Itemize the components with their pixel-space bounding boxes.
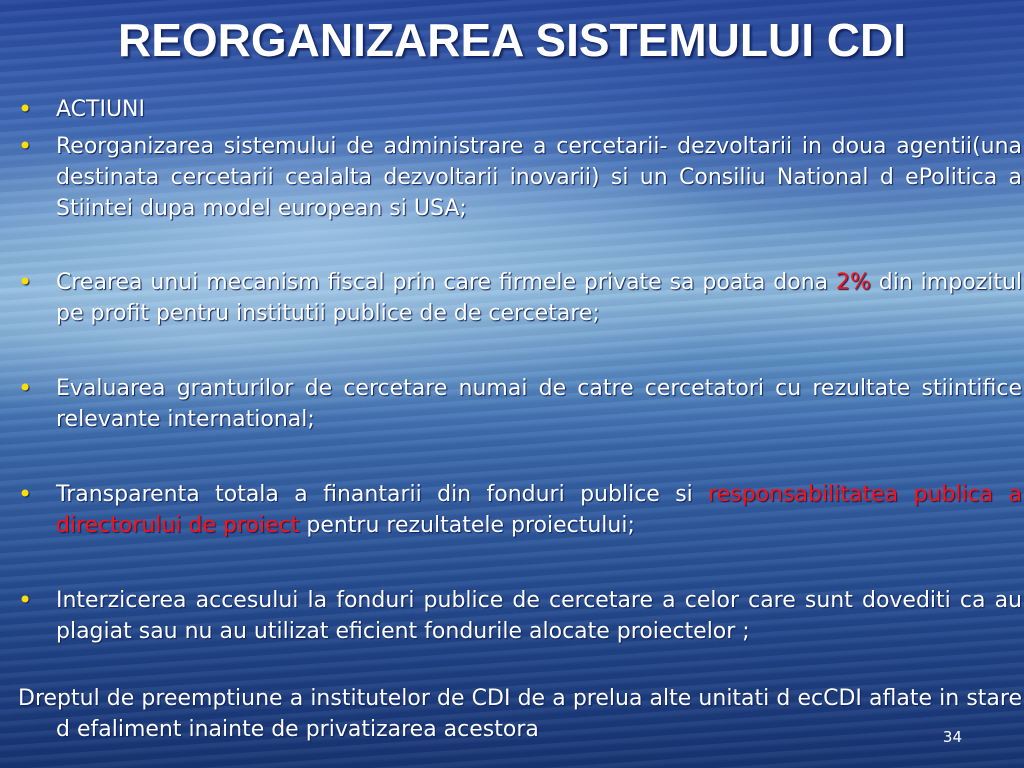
bullet-text bbox=[56, 479, 1022, 541]
bullet-text: Reorganizarea sistemului de administrare a cercetarii- dezvoltarii in doua agentii(una destinata cercetarii cealalta dezvoltarii inovarii) si un Consiliu National d ePolitica a Stiintei dupa model european si USA; bbox=[56, 134, 1022, 221]
highlight-responsabilitate: responsabilitatea publica a directorului de proiect bbox=[56, 482, 1022, 538]
bullet-icon: • bbox=[18, 132, 33, 160]
bullet-icon: • bbox=[18, 586, 33, 614]
bullet-text: ACTIUNI bbox=[56, 97, 145, 122]
bullet-text bbox=[56, 267, 1022, 329]
bullet-text: Interzicerea accesului la fonduri publice de cercetare a celor care sunt dovediti ca au plagiat sau nu au utilizat eficient fondurile alocate proiectelor ; bbox=[56, 588, 1022, 644]
highlight-percent: 2% bbox=[836, 270, 871, 295]
bullet-text-start: Transparenta totala a finantarii din fonduri publice si bbox=[56, 482, 709, 507]
closing-paragraph: Dreptul de preemptiune a institutelor de CDI de a prelua alte unitati d ecCDI aflate in stare d efaliment inainte de privatizarea acestora bbox=[18, 686, 1022, 742]
bullet-text-end: pentru rezultatele proiectului; bbox=[299, 513, 635, 538]
slide-title: REORGANIZAREA SISTEMULUI CDI bbox=[118, 14, 906, 66]
page-number: 34 bbox=[942, 728, 962, 746]
bullet-text: Evaluarea granturilor de cercetare numai de catre cercetatori cu rezultate stiintifice relevante international; bbox=[56, 376, 1022, 432]
bullet-icon: • bbox=[18, 268, 33, 296]
bullet-icon: • bbox=[18, 480, 33, 508]
bullet-text-start: Crearea unui mecanism fiscal prin care firmele private sa poata dona bbox=[56, 270, 837, 295]
bullet-icon: • bbox=[18, 374, 33, 402]
bullet-icon: • bbox=[18, 95, 33, 123]
bullet-text-end: din impozitul pe profit pentru institutii publice de de cercetare; bbox=[56, 270, 1022, 326]
